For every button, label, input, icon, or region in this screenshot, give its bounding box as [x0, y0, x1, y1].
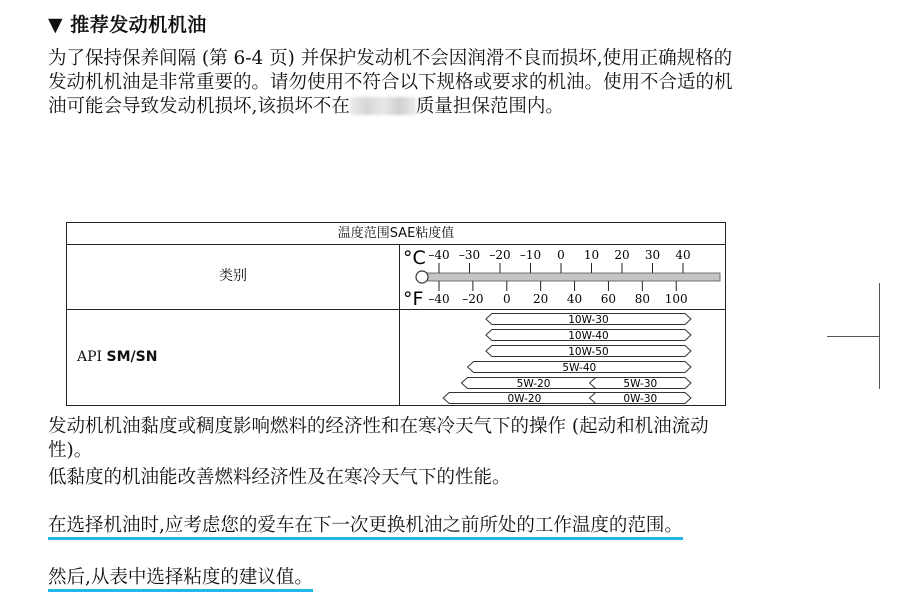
table-header: 温度范围SAE粘度值: [67, 223, 725, 245]
thermometer-bulb: [416, 271, 428, 283]
fahrenheit-tick-label: 60: [600, 292, 617, 306]
fahrenheit-tick-label: 80: [634, 292, 650, 306]
viscosity-bar-label: 5W-40: [562, 362, 597, 374]
category-label: 类别: [219, 268, 247, 284]
margin-mark-horizontal: [827, 336, 880, 337]
celsius-tick-label: –40: [428, 248, 450, 262]
celsius-tick-label: 20: [614, 248, 630, 262]
viscosity-bar-label: 10W-30: [568, 314, 609, 326]
celsius-tick-label: –10: [519, 248, 542, 262]
viscosity-paragraph: 发动机机油黏度或稠度影响燃料的经济性和在寒冷天气下的操作 (起动和机油流动性)。: [48, 416, 709, 461]
celsius-tick-label: 10: [583, 248, 600, 262]
fahrenheit-tick-label: 0: [502, 292, 511, 306]
recommendation-paragraph: [48, 566, 738, 590]
celsius-tick-label: 30: [644, 248, 661, 262]
highlighted-text-recommendation: 然后,从表中选择粘度的建议值。: [48, 567, 313, 592]
fahrenheit-tick-label: 20: [533, 292, 549, 306]
fahrenheit-unit: °F: [403, 288, 424, 310]
api-prefix: API: [77, 349, 107, 365]
celsius-tick-label: –20: [489, 248, 511, 262]
intro-text-part1: 为了保持保养间隔 (第 6-4 页) 并保护发动机不会因润滑不良而损坏,使用正确规格的发动机机油是非常重要的。请勿使用不符合以下规格或要求的机油。使用不合适的机油可能会导致发动机损坏,该损坏不在: [48, 48, 733, 117]
intro-paragraph: [48, 47, 738, 119]
viscosity-bar-label: 0W-30: [623, 393, 658, 405]
fahrenheit-tick-label: –40: [428, 292, 450, 306]
viscosity-bar-label: 5W-20: [516, 378, 551, 390]
viscosity-bar-label: 5W-30: [623, 378, 658, 390]
celsius-tick-label: 40: [675, 248, 691, 262]
intro-text-part2: 质量担保范围内。: [415, 96, 564, 117]
viscosity-bar-label: 0W-20: [507, 393, 542, 405]
fahrenheit-tick-label: –20: [462, 292, 484, 306]
api-grade: SM/SN: [106, 349, 158, 365]
celsius-tick-label: –30: [458, 248, 481, 262]
fahrenheit-tick-label: 100: [664, 292, 688, 306]
selection-paragraph: [48, 514, 738, 538]
viscosity-bar-label: 10W-50: [568, 346, 609, 358]
redacted-brand: [350, 97, 416, 115]
viscosity-bar-label: 10W-40: [568, 330, 609, 342]
oil-viscosity-table: [66, 222, 726, 406]
section-heading: ▼ 推荐发动机机油: [48, 14, 207, 36]
fahrenheit-tick-label: 40: [566, 292, 583, 306]
thermometer-tube: [423, 273, 720, 281]
highlighted-text-selection: 在选择机油时,应考虑您的爱车在下一次更换机油之前所处的工作温度的范围。: [48, 515, 683, 540]
celsius-unit: °C: [403, 247, 426, 269]
low-viscosity-paragraph: 低黏度的机油能改善燃料经济性及在寒冷天气下的性能。: [48, 467, 511, 488]
celsius-tick-label: 0: [557, 248, 565, 262]
viscosity-chart: [67, 223, 725, 405]
